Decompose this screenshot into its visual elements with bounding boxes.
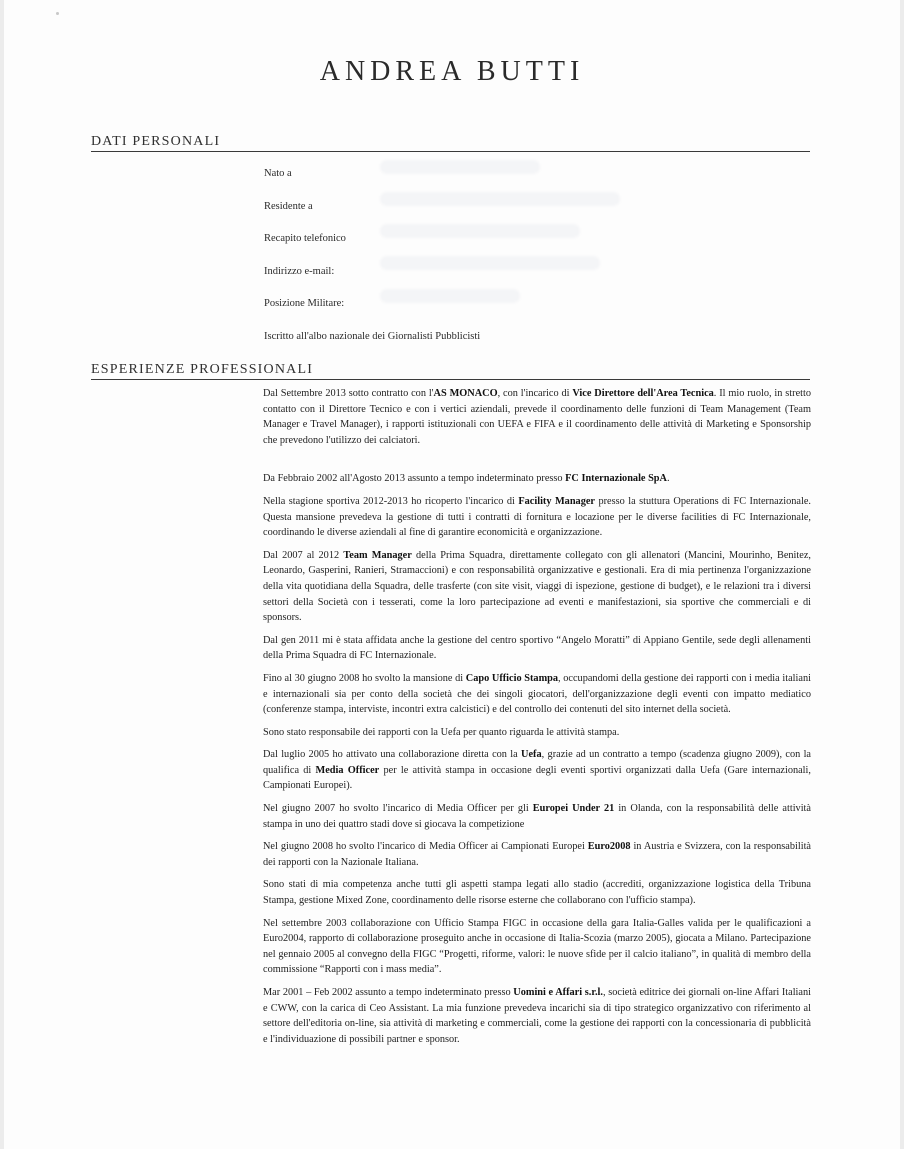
experience-paragraph bbox=[263, 725, 811, 741]
paragraph-bold-text: AS MONACO bbox=[433, 388, 498, 399]
experience-paragraph bbox=[263, 916, 811, 978]
paragraph-text: Dal 2007 al 2012 bbox=[263, 549, 344, 561]
experience-paragraph bbox=[263, 877, 811, 908]
paragraph-text: Da Febbraio 2002 all'Agosto 2013 assunto a tempo indeterminato presso bbox=[263, 473, 566, 485]
resume-name: ANDREA BUTTI bbox=[319, 56, 585, 87]
paragraph-text: Fino al 30 giugno 2008 ho svolto la mansione di bbox=[263, 672, 466, 684]
field-birthplace: Nato a bbox=[264, 168, 292, 179]
scan-dot bbox=[56, 12, 59, 15]
field-residence: Residente a bbox=[264, 200, 313, 212]
section-title-experience: ESPERIENZE PROFESSIONALI bbox=[91, 362, 314, 377]
paragraph-text: Sono stato responsabile dei rapporti con la Uefa per quanto riguarda le attività stampa. bbox=[263, 726, 620, 738]
paragraph-bold-text: Euro2008 bbox=[587, 841, 631, 853]
field-email: Indirizzo e-mail: bbox=[264, 265, 335, 277]
field-military: Posizione Militare: bbox=[264, 298, 345, 309]
field-journalist-register: Iscritto all'albo nazionale dei Giornalisti Pubblicisti bbox=[264, 330, 481, 342]
experience-paragraph bbox=[263, 494, 811, 541]
page-edge-left bbox=[0, 0, 4, 1149]
paragraph-bold-text: Uomini e Affari s.r.l. bbox=[513, 987, 603, 998]
paragraph-text: per le attività stampa in occasione degli eventi sportivi organizzati dalla Uefa (Gare internazionali, Campionati Europei). bbox=[263, 764, 811, 792]
paragraph-text: Dal luglio 2005 ho attivato una collaborazione diretta con la bbox=[263, 749, 522, 761]
experience-paragraph bbox=[263, 471, 811, 487]
paragraph-bold-text: Facility Manager bbox=[518, 495, 595, 507]
section-rule-personal bbox=[91, 151, 810, 152]
paragraph-text: Mar 2001 – Feb 2002 assunto a tempo indeterminato presso bbox=[263, 987, 514, 998]
paragraph-text: Dal gen 2011 mi è stata affidata anche la gestione del centro sportivo “Angelo Moratti” di Appiano Gentile, sede degli allenamenti della Prima Squadra di FC Internazionale. bbox=[263, 634, 811, 662]
paragraph-text: della Prima Squadra, direttamente collegato con gli allenatori (Mancini, Mourinho, Benitez, Leonardo, Gasperini, Ranieri, Stramaccioni) e con responsabilità organizzative e gestionali. Era di mia pertinenza l'organizzazione della vita quotidiana della Squadra, delle trasferte (con site visit, viaggi di ispezione, gestione di budget), e le relazioni tra i diversi settori della Società con i tesserati, come la loro partecipazione ad eventi e manifestazioni, sia sportive che commerciali e di sponsors. bbox=[263, 549, 811, 624]
experience-paragraph bbox=[263, 985, 811, 1047]
experience-paragraph bbox=[263, 386, 811, 448]
paragraph-text: . Il mio ruolo, in stretto contatto con il Direttore Tecnico e con i vertici aziendali, prevede il coordinamento delle funzioni di Team Management (Team Manager e Travel Manager), i rapporti istituzionali con UEFA e FIFA e il coordinamento delle attività di Marketing e Sponsorship che prevedono l'utilizzo dei calciatori. bbox=[263, 388, 812, 446]
redacted-value-email bbox=[380, 256, 600, 270]
redacted-value-residence bbox=[380, 192, 620, 206]
redacted-value-birthplace bbox=[380, 160, 540, 174]
experience-paragraph bbox=[263, 839, 811, 870]
experience-paragraph bbox=[263, 633, 811, 664]
paragraph-text: Dal Settembre 2013 sotto contratto con l' bbox=[263, 388, 434, 399]
section-rule-experience bbox=[91, 379, 810, 380]
redacted-value-phone bbox=[380, 224, 580, 238]
paragraph-text: , con l'incarico di bbox=[497, 388, 573, 399]
paragraph-text: Nel giugno 2007 ho svolto l'incarico di Media Officer per gli bbox=[263, 803, 533, 815]
experience-paragraph bbox=[263, 671, 811, 718]
paragraph-bold-text: Vice Direttore dell'Area Tecnica bbox=[572, 388, 714, 399]
paragraph-bold-text: Team Manager bbox=[343, 549, 412, 561]
paragraph-text: in Olanda, con la responsabilità delle attività stampa in uno dei quattro stadi dove si giocava la competizione bbox=[263, 803, 811, 830]
field-phone: Recapito telefonico bbox=[264, 233, 346, 244]
paragraph-bold-text: Europei Under 21 bbox=[532, 803, 615, 815]
experience-paragraph bbox=[263, 747, 811, 794]
page-edge-right bbox=[900, 0, 904, 1149]
experience-paragraph bbox=[263, 801, 811, 832]
section-heading-experience bbox=[91, 362, 810, 378]
experience-body bbox=[263, 386, 811, 1054]
paragraph-bold-text: Capo Ufficio Stampa bbox=[465, 672, 559, 684]
paragraph-text: . bbox=[666, 473, 670, 485]
section-title-personal: DATI PERSONALI bbox=[91, 134, 221, 149]
paragraph-bold-text: Uefa bbox=[521, 749, 542, 761]
paragraph-text: , grazie ad un contratto a tempo (scadenza giugno 2009), con la qualifica di bbox=[263, 749, 811, 776]
paragraph-text: in Austria e Svizzera, con la responsabilità dei rapporti con la Nazionale Italiana. bbox=[263, 841, 811, 868]
paragraph-text: Sono stati di mia competenza anche tutti gli aspetti stampa legati allo stadio (accrediti, organizzazione logistica della Tribuna Stampa, gestione Mixed Zone, coordinamento delle risorse esterne che collaborano con l'ufficio stampa). bbox=[263, 879, 811, 907]
paragraph-text: Nel settembre 2003 collaborazione con Ufficio Stampa FIGC in occasione della gara Italia-Galles valida per le qualificazioni a Euro2004, rapporto di collaborazione proseguito anche in occasione di Italia-Scozia (marzo 2005), giocata a Milano. Partecipazione nel gennaio 2005 al convegno della FIGC “Progetti, riforme, valori: le nuove sfide per il calcio italiano”, in qualità di membro della commissione “Rapporti con i mass media”. bbox=[263, 917, 811, 976]
paragraph-text: Nella stagione sportiva 2012-2013 ho ricoperto l'incarico di bbox=[263, 495, 519, 507]
paragraph-text: , occupandomi della gestione dei rapporti con i media italiani e internazionali sia per conto della società che dei singoli giocatori, dell'organizzazione degli eventi con impatto mediatico (conferenze stampa, interviste, incontri extra calcistici) e del controllo dei contenuti del sito internet della società. bbox=[263, 672, 811, 716]
paragraph-text: , società editrice dei giornali on-line Affari Italiani e CWW, con la carica di Ceo Assistant. La mia funzione prevedeva incarichi sia di tipo strategico organizzativo con riferimento al settore dell'editoria on-line, sia attività di marketing e commerciali, come la gestione dei rapporti con la concessionaria di pubblicità e l'individuazione di possibili partner e sponsor. bbox=[263, 987, 811, 1045]
paragraph-text: presso la stuttura Operations di FC Internazionale. Questa mansione prevedeva la gestione di tutti i contratti di fornitura e locazione per le diverse facilities di FC Internazionale, coordinando le diverse aziendali al fine di garantire economicità e organizzazione. bbox=[263, 495, 812, 539]
redacted-value-military bbox=[380, 289, 520, 303]
paragraph-text: Nel giugno 2008 ho svolto l'incarico di Media Officer ai Campionati Europei bbox=[263, 841, 588, 853]
paragraph-bold-text: FC Internazionale SpA bbox=[565, 473, 667, 485]
experience-paragraph bbox=[263, 548, 811, 626]
paragraph-bold-text: Media Officer bbox=[315, 764, 380, 776]
section-heading-personal bbox=[91, 134, 810, 150]
